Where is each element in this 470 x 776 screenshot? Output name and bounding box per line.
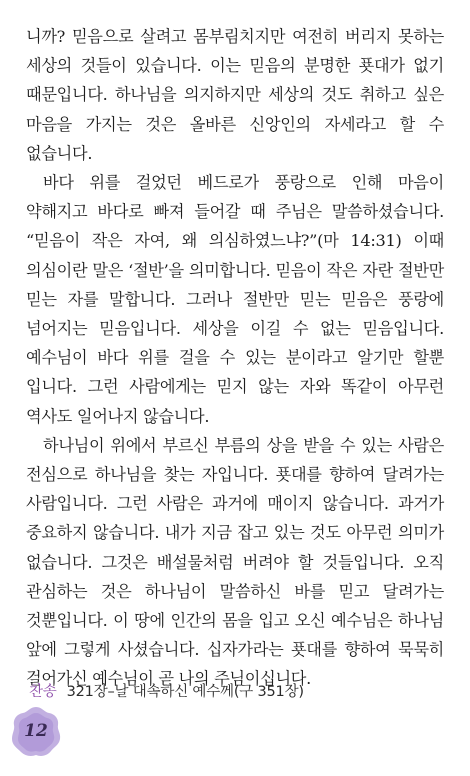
- hymn-reference: [29, 680, 304, 701]
- hymn-title: 321장–날 대속하신 예수께(구 351장): [66, 684, 304, 700]
- paragraph-2: 바다 위를 걸었던 베드로가 풍랑으로 인해 마음이 약해지고 바다로 빠져 들어갈 때 주님은 말씀하셨습니다. “믿음이 작은 자여, 왜 의심하였느냐?”(마 14:31) 이때 의심이란 말은 ‘절반’을 의미합니다. 믿음이 작은 자란 절반만 믿는 자를 말합니다. 그러나 절반만 믿는 믿음은 풍랑에 넘어지는 믿음입니다. 세상을 이길 수 없는 믿음입니다. 예수님이 바다 위를 걸을 수 있는 분이라고 알기만 할뿐 입니다. 그런 사람에게는 믿지 않는 자와 똑같이 아무런 역사도 일어나지 않습니다.: [26, 173, 444, 426]
- page-number: 12: [24, 721, 48, 741]
- paragraph-3: 하나님이 위에서 부르신 부름의 상을 받을 수 있는 사람은 전심으로 하나님을 찾는 자입니다. 푯대를 향하여 달려가는 사람입니다. 그런 사람은 과거에 매이지 않습니다. 과거가 중요하지 않습니다. 내가 지금 잡고 있는 것도 아무런 의미가 없습니다. 그것은 배설물처럼 버려야 할 것들입니다. 오직 관심하는 것은 하나님이 말씀하신 바를 믿고 달려가는 것뿐입니다. 이 땅에 인간의 몸을 입고 오신 예수님은 하나님 앞에 그렇게 사셨습니다. 십자가라는 푯대를 향하여 묵묵히 걸어가신 예수님이 곧 나의 주님이십니다.: [26, 435, 444, 689]
- body-text: [26, 22, 444, 694]
- paragraph-1: 니까? 믿음으로 살려고 몸부림치지만 여전히 버리지 못하는 세상의 것들이 있습니다. 이는 믿음의 분명한 푯대가 없기 때문입니다. 하나님을 의지하지만 세상의 것도 취하고 싶은 마음을 가지는 것은 올바른 신앙인의 자세라고 할 수 없습니다.: [26, 27, 444, 163]
- page-number-badge: [6, 701, 66, 761]
- hymn-label: 찬송: [29, 684, 57, 700]
